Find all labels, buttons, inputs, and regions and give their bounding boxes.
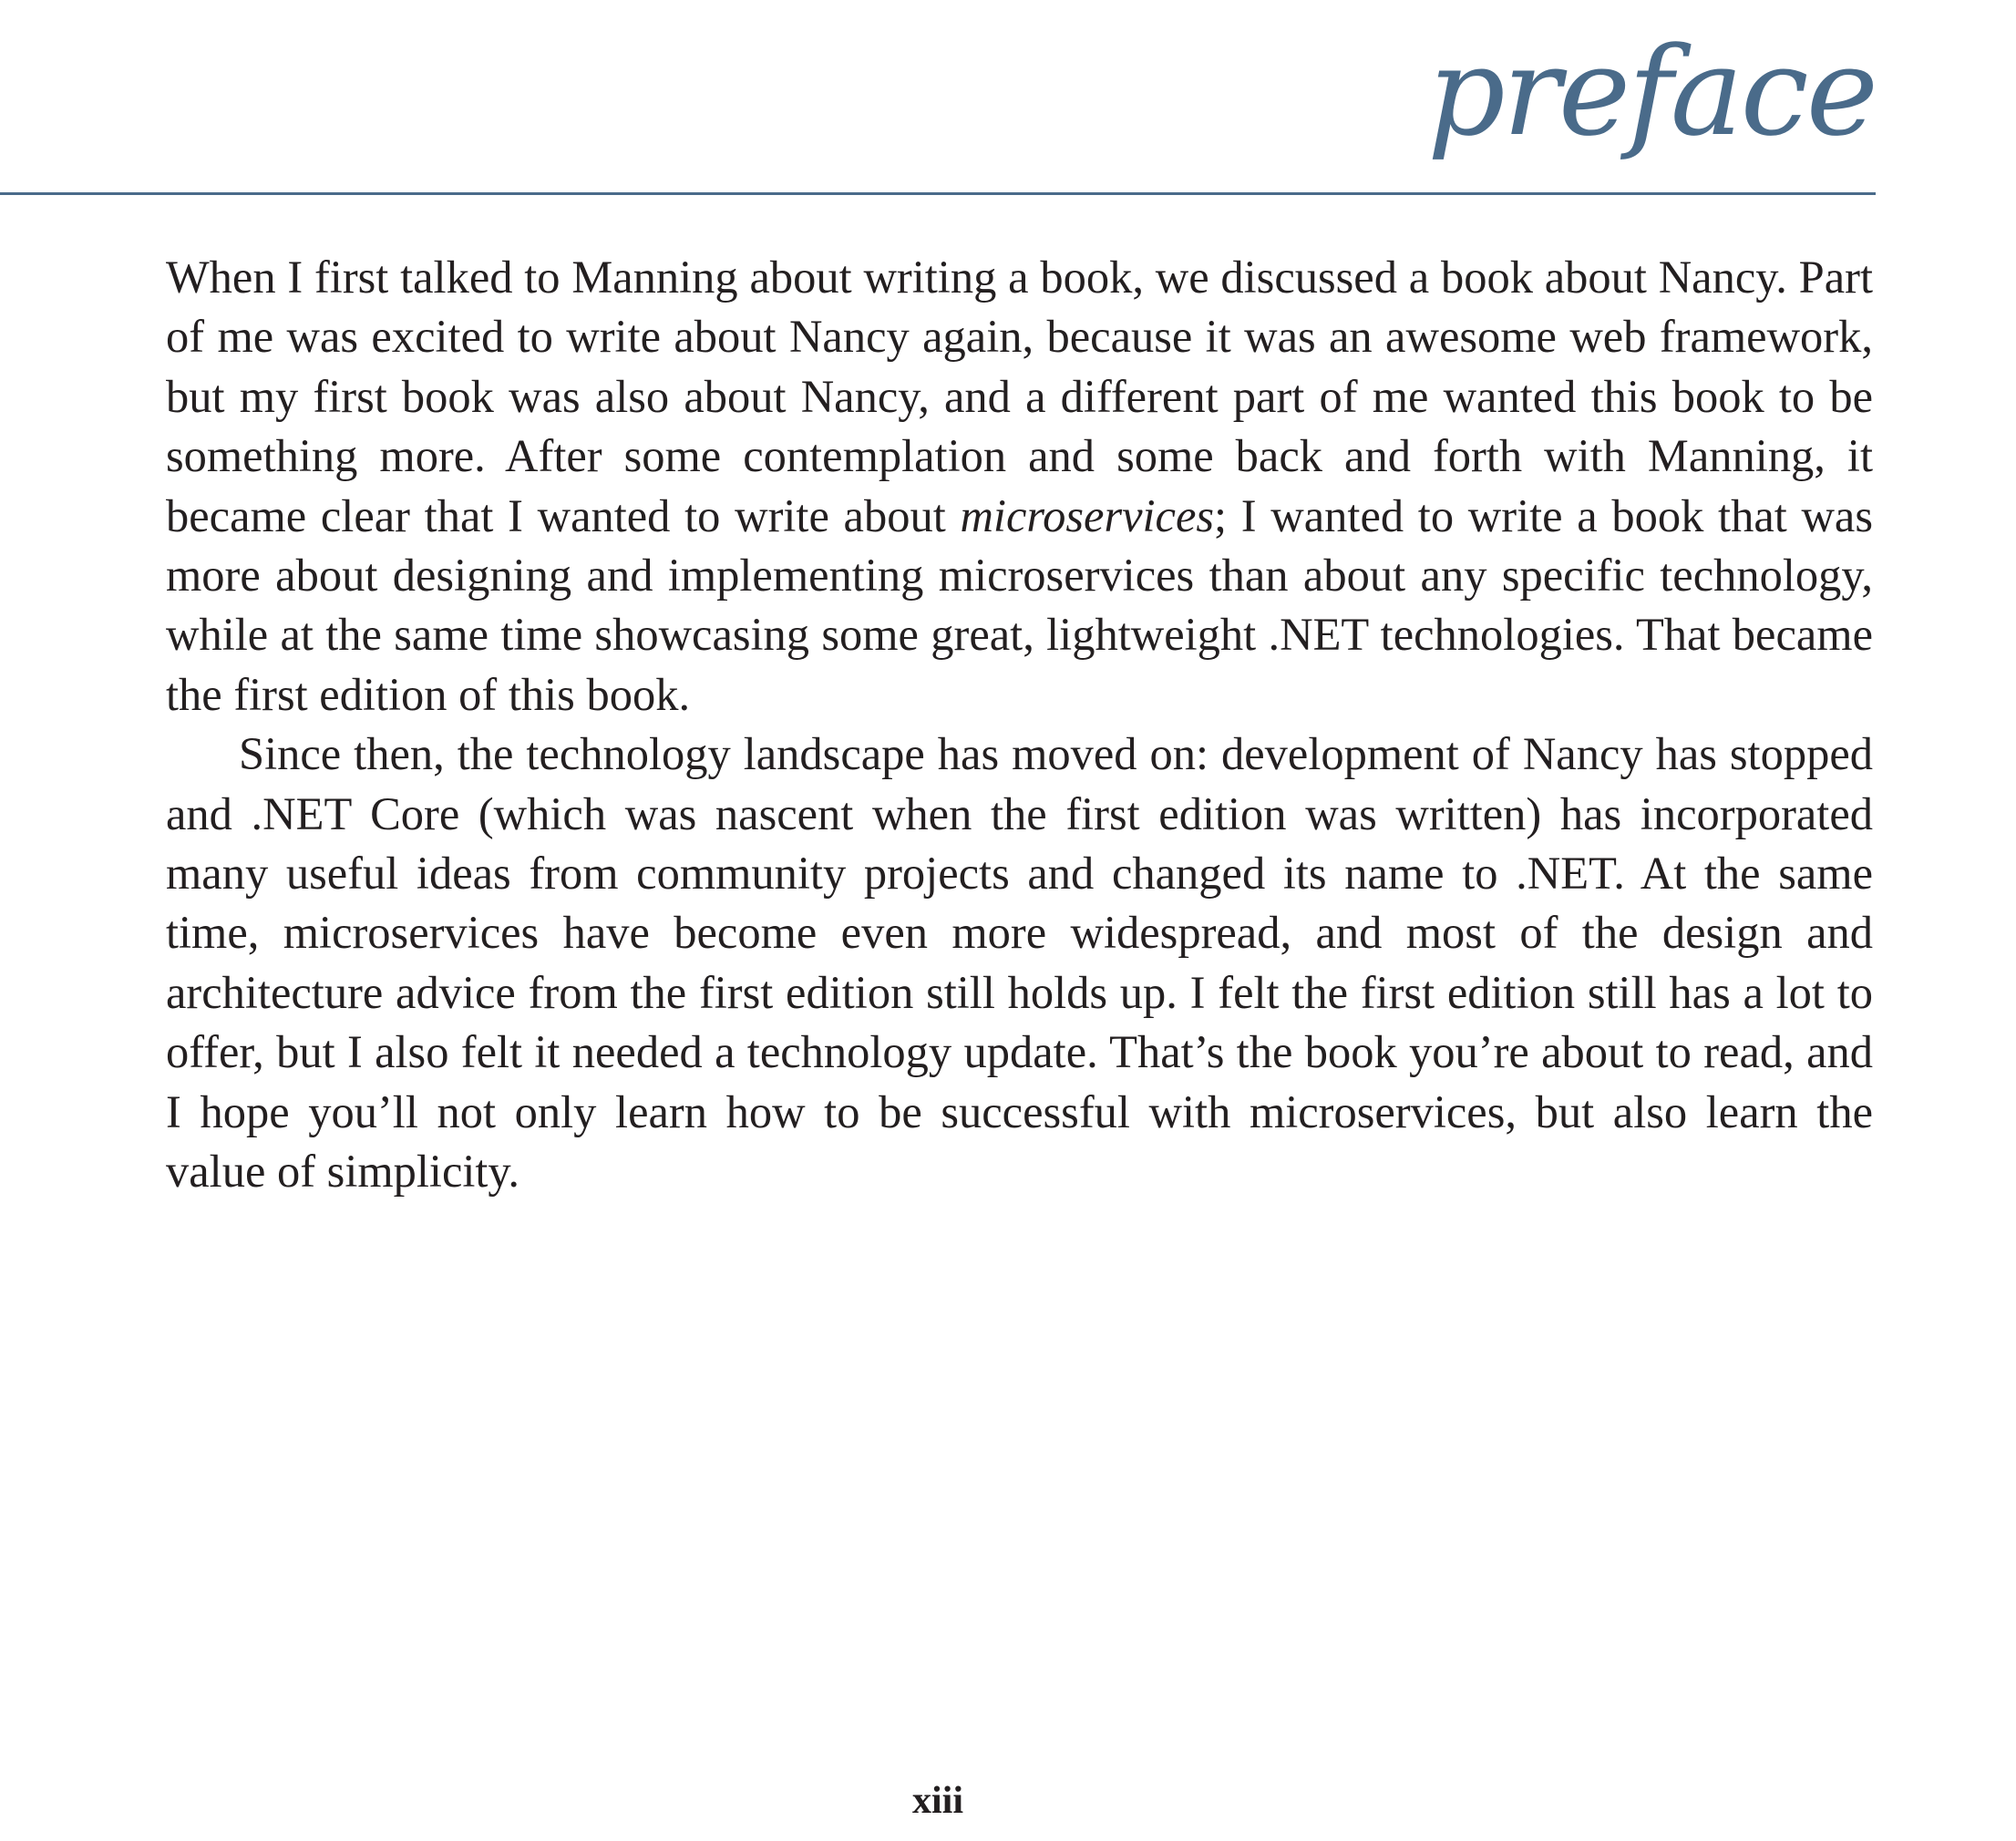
chapter-title: preface [1427,21,1876,163]
paragraph-1-text-end: ; I wanted to write a book that was more about designing and implementing microservices than about any specific technology, while at the same time showcasing some great, lightweight .NET technologies. That became the first edition of this book. [166,489,1873,720]
preface-body [166,248,1873,1202]
paragraph-1-emphasis: microservices [960,489,1215,541]
page-number: xiii [911,1780,963,1822]
paragraph-2: Since then, the technology landscape has moved on: development of Nancy has stopped and .NET Core (which was nascent when the first edition was written) has incorporated many useful ideas from community projects and changed its name to .NET. At the same time, microservices have become even more widespread, and most of the design and architecture advice from the first edition still holds up. I felt the first edition still has a lot to offer, but I also felt it needed a technology update. That’s the book you’re about to read, and I hope you’ll not only learn how to be successful with microservices, but also learn the value of simplicity. [166,728,1873,1198]
paragraph-1-text-start: When I first talked to Manning about writing a book, we discussed a book about Nancy. Part of me was excited to write about Nancy again, because it was an awesome web framework, but my first book was also about Nancy, and a different part of me wanted this book to be something more. After some contemplation and some back and forth with Manning, it became clear that I wanted to write about [166,252,1873,541]
paragraph-1 [166,248,1873,725]
title-rule [0,192,1876,195]
